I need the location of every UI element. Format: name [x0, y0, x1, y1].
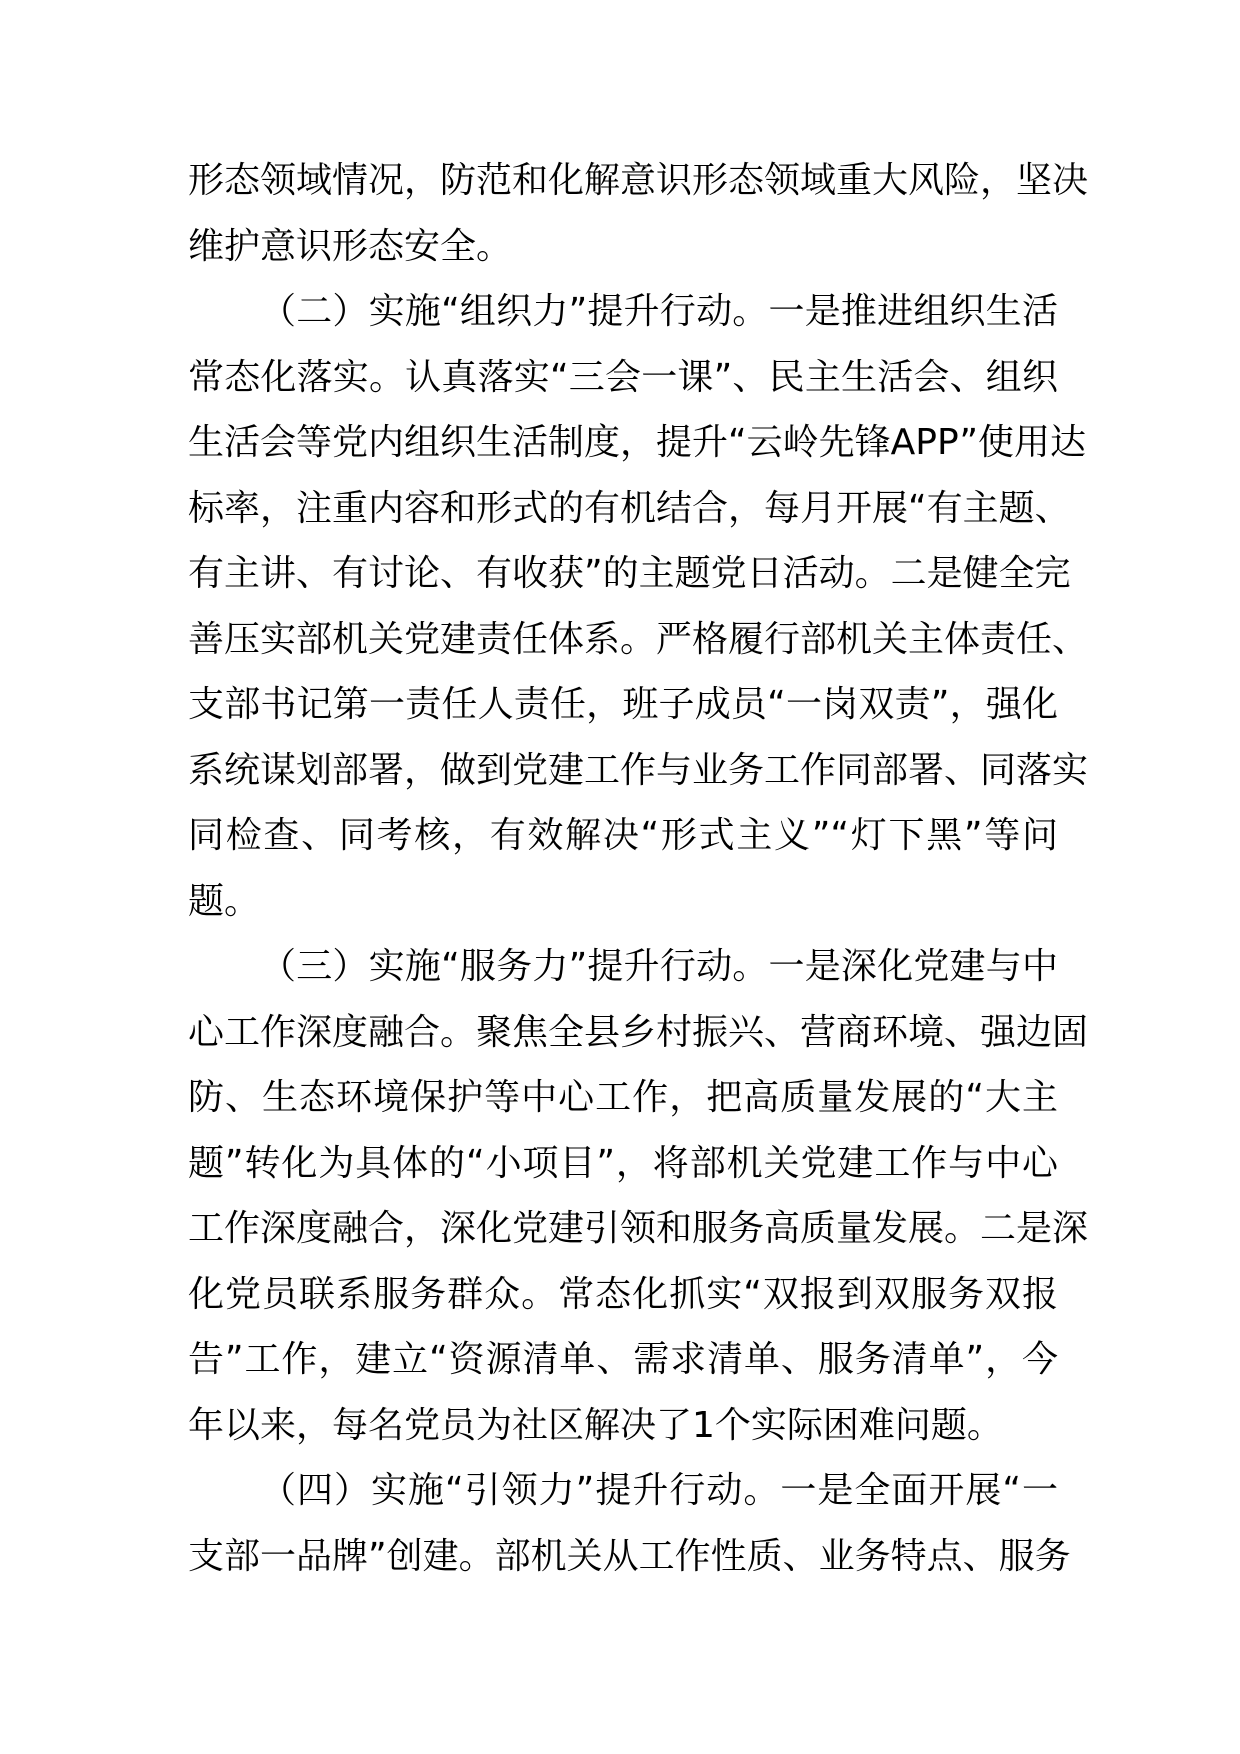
text-line: 维护意识形态安全。: [188, 225, 513, 267]
text-line: 告”工作，建立“资源清单、需求清单、服务清单”，今: [188, 1339, 1058, 1380]
section-heading-line: （三）实施“服务力”提升行动。一是深化党建与中: [260, 946, 1058, 987]
text-line: 有主讲、有讨论、有收获”的主题党日活动。二是健全完: [188, 553, 1071, 594]
text-line: 工作深度融合，深化党建引领和服务高质量发展。二是深: [188, 1208, 1089, 1249]
text-line: 心工作深度融合。聚焦全县乡村振兴、营商环境、强边固: [188, 1011, 1089, 1053]
text-line: 标率，注重内容和形式的有机结合，每月开展“有主题、: [188, 487, 1071, 529]
text-line: 生活会等党内组织生活制度，提升“云岭先锋APP”使用达: [188, 422, 1087, 463]
body-text: [188, 148, 1089, 1589]
text-line: 同检查、同考核，有效解决“形式主义”“灯下黑”等问: [188, 815, 1058, 856]
text-line: 形态领域情况，防范和化解意识形态领域重大风险，坚决: [188, 160, 1089, 201]
text-line: 年以来，每名党员为社区解决了1个实际困难问题。: [188, 1404, 1003, 1446]
text-line: 常态化落实。认真落实“三会一课”、民主生活会、组织: [188, 356, 1058, 398]
section-heading-line: （二）实施“组织力”提升行动。一是推进组织生活: [260, 291, 1058, 332]
text-line: 系统谋划部署，做到党建工作与业务工作同部署、同落实: [188, 749, 1089, 791]
section-heading-line: （四）实施“引领力”提升行动。一是全面开展“一: [260, 1470, 1058, 1511]
text-line: 题。: [188, 880, 261, 922]
text-line: 防、生态环境保护等中心工作，把高质量发展的“大主: [188, 1077, 1058, 1118]
text-line: 支部一品牌”创建。部机关从工作性质、业务特点、服务: [188, 1535, 1071, 1577]
text-line: 题”转化为具体的“小项目”，将部机关党建工作与中心: [188, 1142, 1058, 1184]
text-line: 化党员联系服务群众。常态化抓实“双报到双服务双报: [188, 1273, 1058, 1315]
text-line: 支部书记第一责任人责任，班子成员“一岗双责”，强化: [188, 684, 1058, 725]
text-line: 善压实部机关党建责任体系。严格履行部机关主体责任、: [188, 618, 1089, 660]
